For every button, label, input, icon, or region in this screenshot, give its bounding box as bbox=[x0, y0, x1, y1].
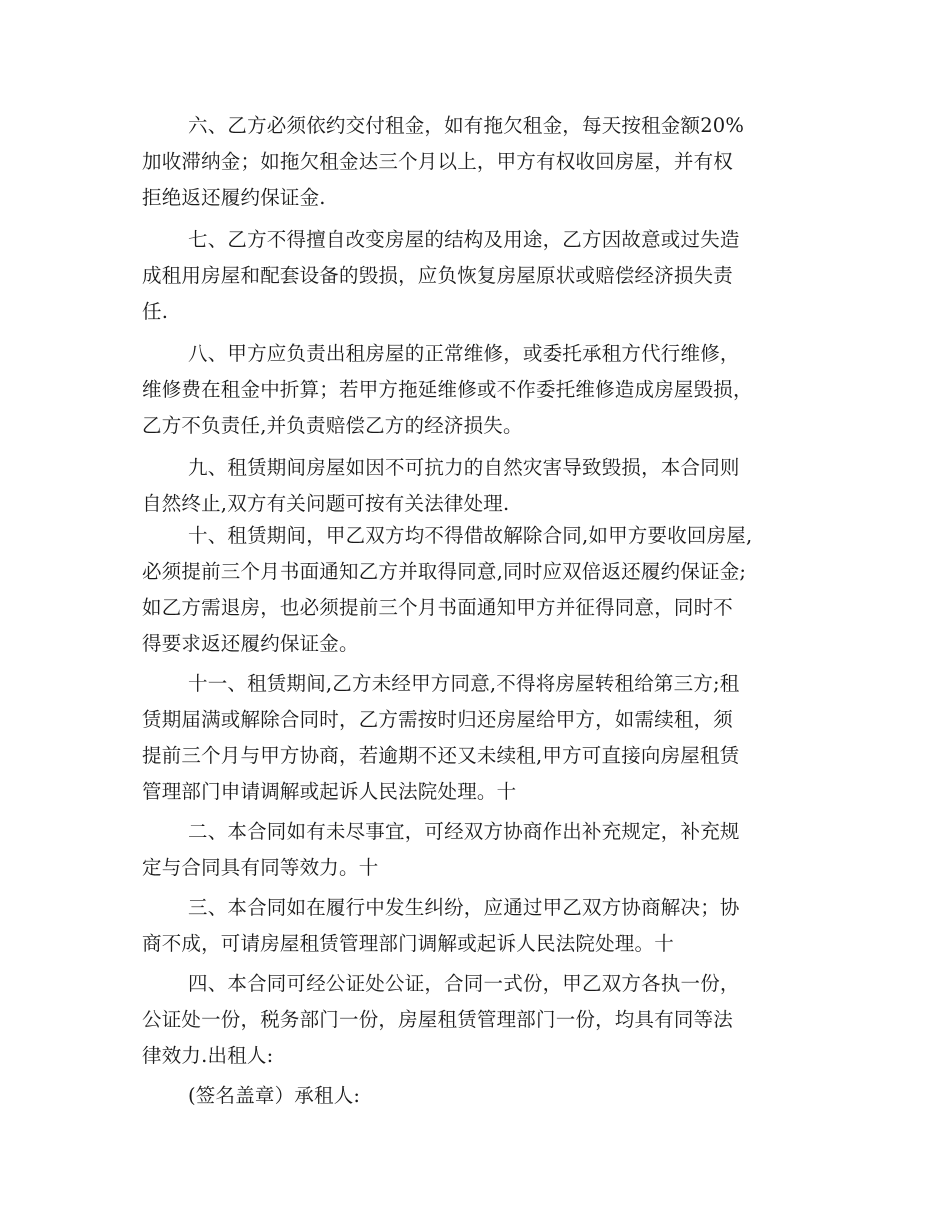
clause-11-line-4: 管理部门申请调解或起诉人民法院处理。十 bbox=[142, 780, 517, 803]
clause-6-line-1: 六、乙方必须依约交付租金，如有拖欠租金，每天按租金额20% bbox=[188, 114, 745, 137]
clause-14-line-2: 公证处一份，税务部门一份，房屋租赁管理部门一份，均具有同等法 bbox=[142, 1008, 734, 1031]
clause-12-line-2: 定与合同具有同等效力。十 bbox=[142, 856, 379, 879]
clause-11-line-2: 赁期届满或解除合同时，乙方需按时归还房屋给甲方，如需续租，须 bbox=[142, 708, 734, 731]
clause-12-line-1: 二、本合同如有未尽事宜，可经双方协商作出补充规定，补充规 bbox=[188, 820, 740, 843]
clause-14-line-3: 律效力.出租人: bbox=[142, 1044, 274, 1067]
clause-7-line-3: 任. bbox=[142, 300, 169, 323]
clause-7-line-2: 成租用房屋和配套设备的毁损，应负恢复房屋原状或赔偿经济损失责 bbox=[142, 264, 734, 287]
clause-8-line-1: 八、甲方应负责出租房屋的正常维修，或委托承租方代行维修， bbox=[188, 342, 740, 365]
clause-8-line-3: 乙方不负责任,并负责赔偿乙方的经济损失。 bbox=[142, 414, 523, 437]
clause-11-line-3: 提前三个月与甲方协商，若逾期不还又未续租,甲方可直接向房屋租赁 bbox=[142, 744, 740, 767]
clause-7-line-1: 七、乙方不得擅自改变房屋的结构及用途，乙方因故意或过失造 bbox=[188, 228, 740, 251]
clause-6-line-3: 拒绝返还履约保证金. bbox=[142, 186, 326, 209]
clause-13-line-2: 商不成，可请房屋租赁管理部门调解或起诉人民法院处理。十 bbox=[142, 932, 674, 955]
clause-13-line-1: 三、本合同如在履行中发生纠纷，应通过甲乙双方协商解决；协 bbox=[188, 896, 740, 919]
signature-line: (签名盖章）承租人: bbox=[188, 1084, 361, 1107]
clause-8-line-2: 维修费在租金中折算；若甲方拖延维修或不作委托维修造成房屋毁损， bbox=[142, 378, 753, 401]
clause-14-line-1: 四、本合同可经公证处公证，合同一式份，甲乙双方各执一份， bbox=[188, 972, 740, 995]
clause-10-line-2: 必须提前三个月书面通知乙方并取得同意,同时应双倍返还履约保证金; bbox=[142, 560, 747, 583]
clause-6-line-2: 加收滞纳金；如拖欠租金达三个月以上，甲方有权收回房屋，并有权 bbox=[142, 150, 734, 173]
clause-9-line-1: 九、租赁期间房屋如因不可抗力的自然灾害导致毁损，本合同则 bbox=[188, 456, 740, 479]
clause-11-line-1: 十一、租赁期间,乙方未经甲方同意,不得将房屋转租给第三方;租 bbox=[188, 672, 740, 695]
clause-10-line-1: 十、租赁期间，甲乙双方均不得借故解除合同,如甲方要收回房屋, bbox=[188, 524, 753, 547]
clause-9-line-2: 自然终止,双方有关问题可按有关法律处理. bbox=[142, 492, 510, 515]
clause-10-line-4: 得要求返还履约保证金。 bbox=[142, 632, 359, 655]
clause-10-line-3: 如乙方需退房，也必须提前三个月书面通知甲方并征得同意，同时不 bbox=[142, 596, 734, 619]
